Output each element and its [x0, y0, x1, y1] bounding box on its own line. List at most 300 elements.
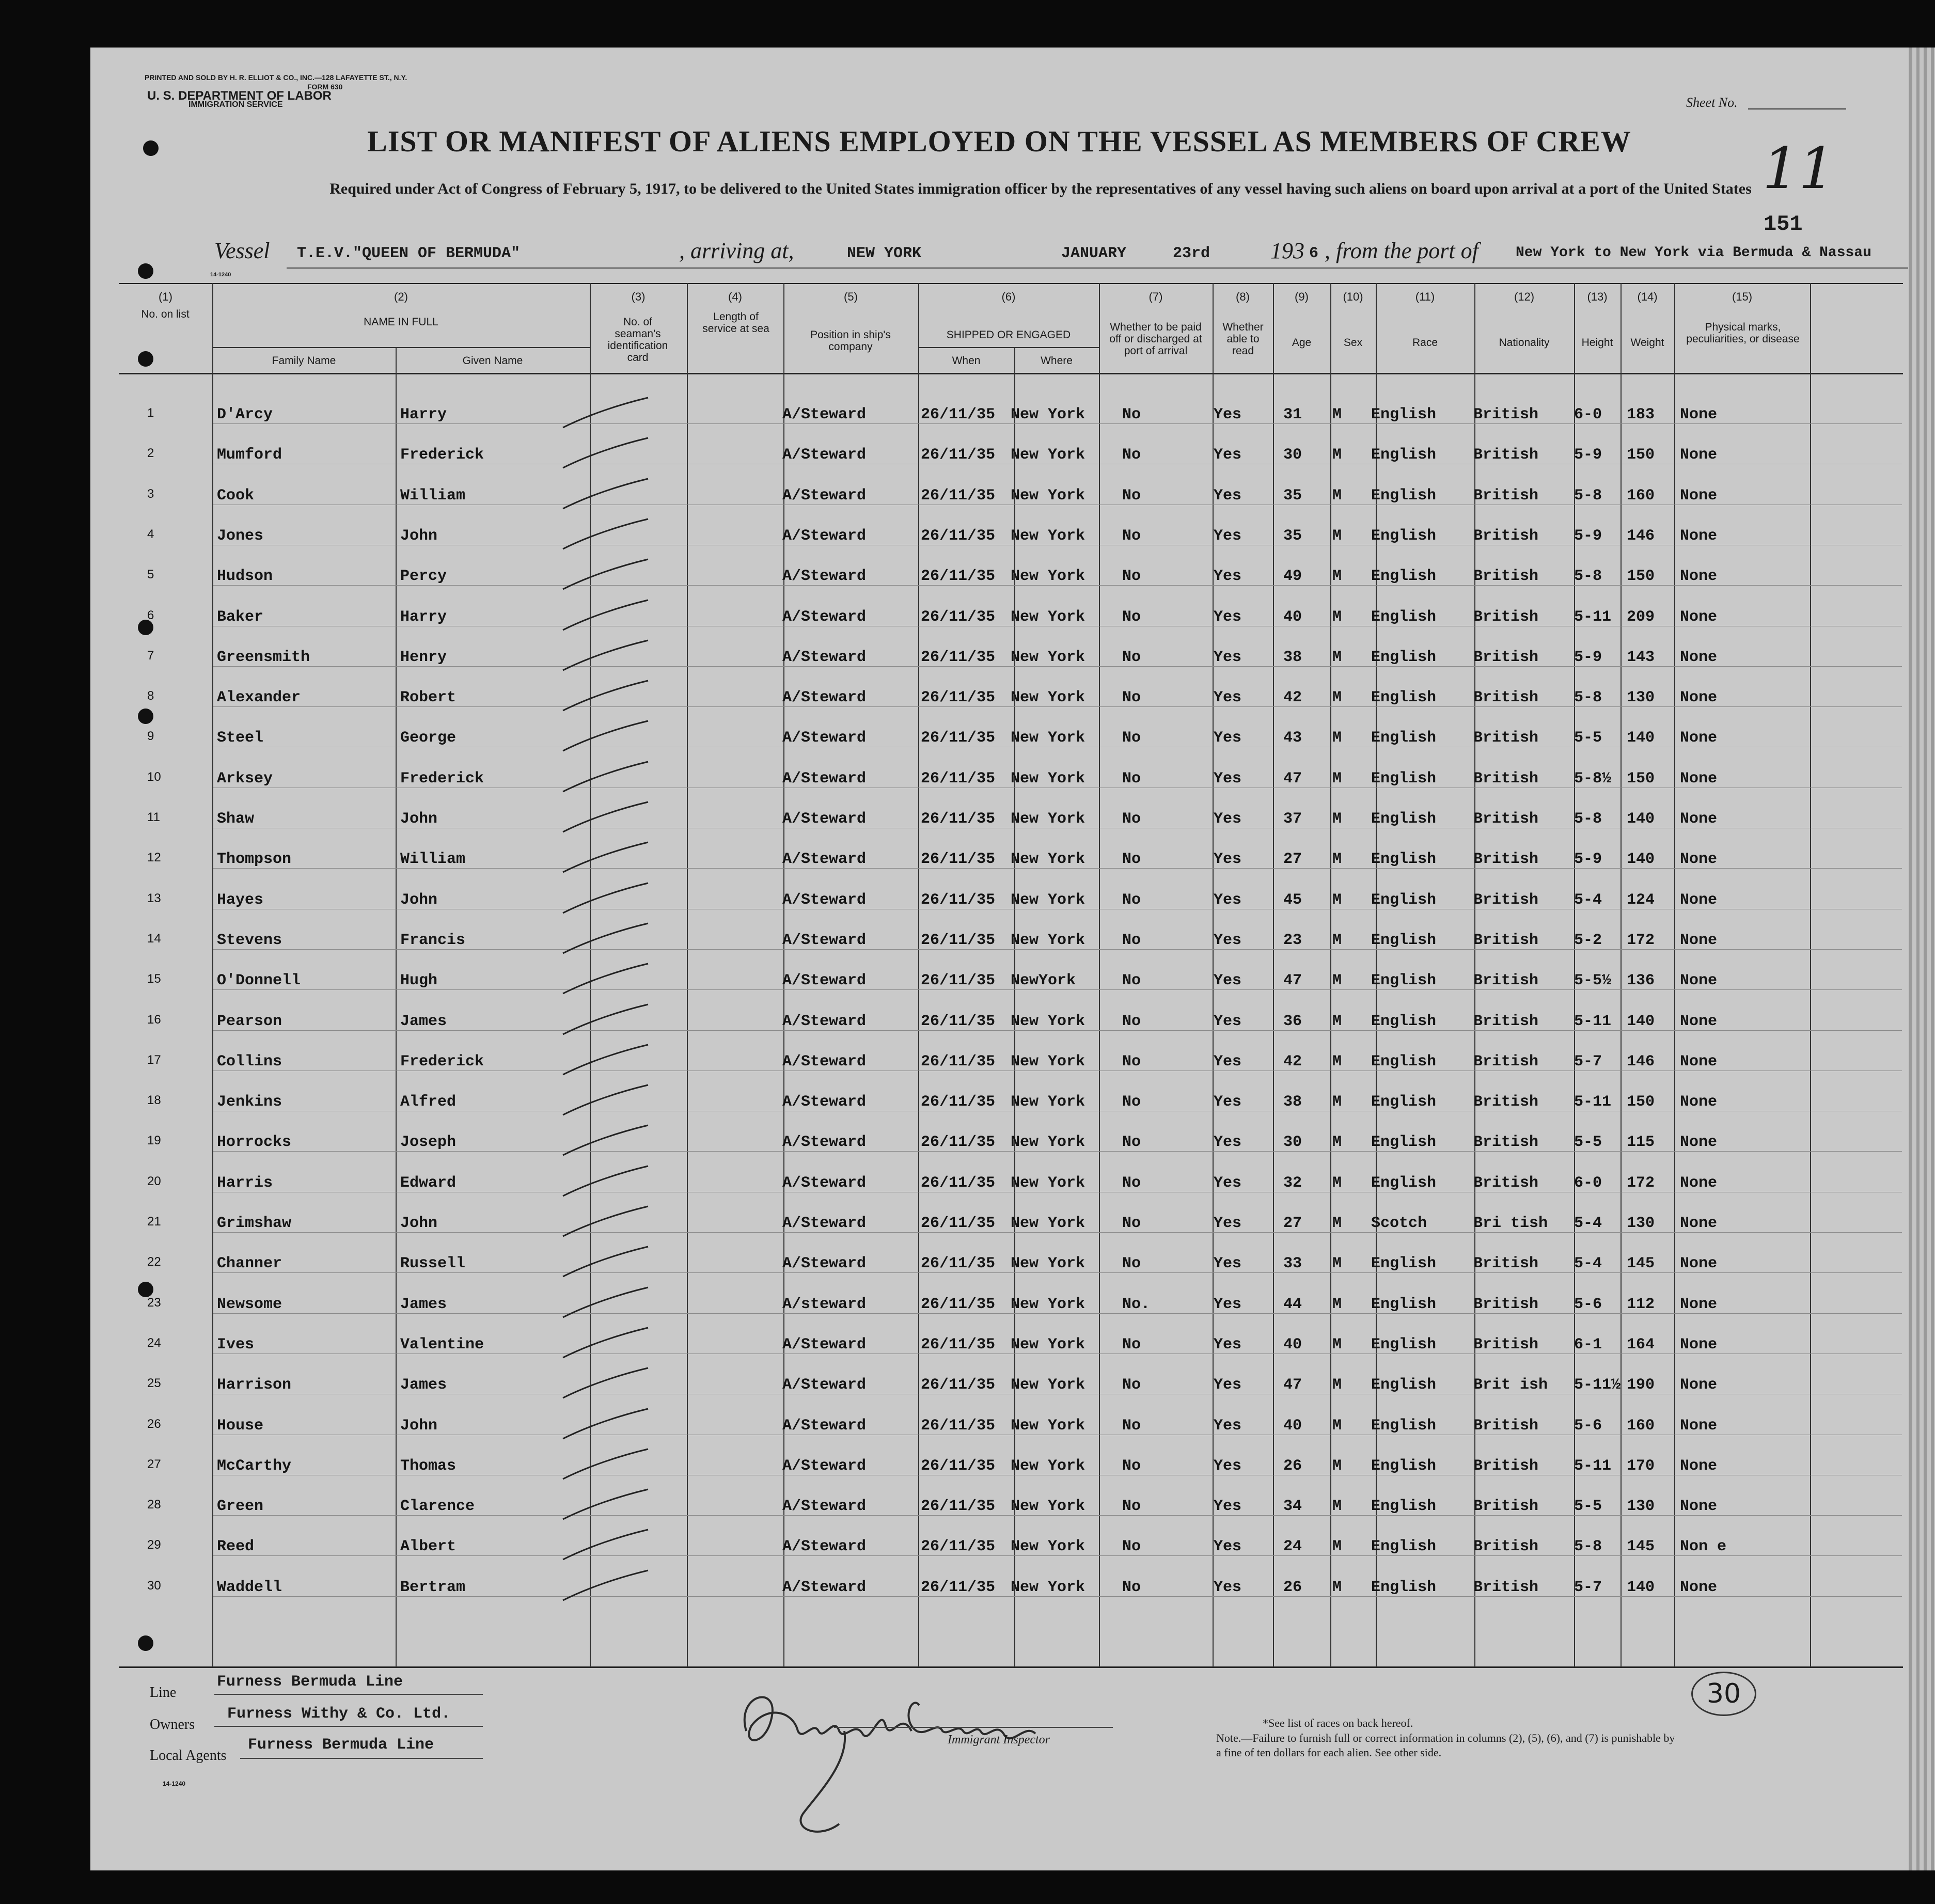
vessel-name: T.E.V."QUEEN OF BERMUDA" [297, 245, 521, 262]
race-cell: English [1371, 1376, 1437, 1394]
given-name-cell: Francis [400, 931, 466, 949]
height-cell: 6-0 [1574, 1174, 1602, 1192]
given-name-cell: Russell [400, 1255, 466, 1273]
table-row [90, 881, 1908, 921]
vessel-label: Vessel [214, 238, 270, 263]
shipped-when-cell: 26/11/35 [921, 1134, 996, 1152]
column-number: (13) [1587, 290, 1608, 303]
race-cell: English [1371, 608, 1437, 626]
race-cell: English [1371, 891, 1437, 909]
header-bottom-rule [119, 373, 1903, 374]
header-able-to-read: Whether able to read [1222, 321, 1264, 357]
row-number: 19 [147, 1134, 161, 1148]
shipped-when-cell: 26/11/35 [921, 851, 996, 869]
weight-cell: 146 [1627, 527, 1655, 545]
shipped-when-cell: 26/11/35 [921, 527, 996, 545]
given-name-cell: William [400, 486, 466, 505]
shipped-where-cell: New York [1011, 1174, 1086, 1192]
physical-marks-cell: None [1680, 1093, 1718, 1111]
age-cell: 30 [1283, 1134, 1302, 1152]
row-number: 11 [147, 810, 160, 824]
table-row [90, 477, 1908, 517]
physical-marks-cell: None [1680, 527, 1718, 545]
id-card-check-mark [553, 391, 656, 433]
given-name-cell: Clarence [400, 1498, 475, 1516]
header-weight: Weight [1630, 337, 1664, 349]
physical-marks-cell: None [1680, 608, 1718, 626]
nationality-cell: British [1473, 1093, 1539, 1111]
able-to-read-cell: Yes [1214, 648, 1242, 666]
position-cell: A/Steward [782, 1255, 867, 1273]
physical-marks-cell: None [1680, 1255, 1718, 1273]
shipped-where-cell: New York [1011, 810, 1086, 828]
row-number: 9 [147, 729, 154, 744]
weight-cell: 130 [1627, 689, 1655, 707]
sex-cell: M [1332, 891, 1342, 909]
position-cell: A/Steward [782, 1538, 867, 1556]
row-number: 7 [147, 648, 154, 663]
nationality-cell: British [1473, 568, 1539, 586]
weight-cell: 164 [1627, 1335, 1655, 1354]
paid-off-cell: No [1122, 608, 1141, 626]
age-cell: 43 [1283, 729, 1302, 747]
position-cell: A/Steward [782, 689, 867, 707]
arrival-date: JANUARY 23rd [1061, 245, 1210, 262]
nationality-cell: British [1473, 689, 1539, 707]
paid-off-cell: No. [1122, 1295, 1151, 1313]
age-cell: 35 [1283, 527, 1302, 545]
header-height: Height [1581, 337, 1613, 349]
sex-cell: M [1332, 406, 1342, 423]
shipped-when-cell: 26/11/35 [921, 1457, 996, 1475]
table-row [90, 1245, 1908, 1285]
line-underline [214, 1694, 483, 1695]
line-label: Line [150, 1685, 177, 1701]
height-cell: 5-9 [1574, 446, 1602, 464]
physical-marks-cell: None [1680, 972, 1718, 990]
shipped-where-cell: New York [1011, 608, 1086, 626]
position-cell: A/Steward [782, 486, 867, 505]
paid-off-cell: No [1122, 1255, 1141, 1273]
able-to-read-cell: Yes [1214, 1538, 1242, 1556]
table-row [90, 719, 1908, 759]
shipped-where-cell: New York [1011, 648, 1086, 666]
shipped-when-cell: 26/11/35 [921, 810, 996, 828]
nationality-cell: British [1473, 1578, 1539, 1596]
shipped-when-cell: 26/11/35 [921, 1376, 996, 1394]
sex-cell: M [1332, 769, 1342, 788]
table-bottom-rule [119, 1666, 1903, 1668]
owners-value: Furness Withy & Co. Ltd. [227, 1705, 451, 1723]
column-number: (4) [728, 290, 742, 303]
paid-off-cell: No [1122, 446, 1141, 464]
paid-off-cell: No [1122, 1457, 1141, 1475]
nationality-cell: British [1473, 1538, 1539, 1556]
height-cell: 5-9 [1574, 527, 1602, 545]
sex-cell: M [1332, 729, 1342, 747]
position-cell: A/Steward [782, 1215, 867, 1232]
shipped-where-cell: New York [1011, 1417, 1086, 1435]
able-to-read-cell: Yes [1214, 972, 1242, 990]
weight-cell: 112 [1627, 1295, 1655, 1313]
paid-off-cell: No [1122, 486, 1141, 505]
nationality-cell: Bri tish [1473, 1215, 1548, 1232]
position-cell: A/Steward [782, 608, 867, 626]
race-cell: English [1371, 1457, 1437, 1475]
table-row [90, 598, 1908, 638]
signature-line [834, 1727, 1113, 1728]
shipped-when-cell: 26/11/35 [921, 972, 996, 990]
position-cell: A/Steward [782, 810, 867, 828]
given-name-cell: Hugh [400, 972, 438, 990]
family-name-cell: Green [217, 1498, 264, 1516]
weight-cell: 172 [1627, 1174, 1655, 1192]
family-name-cell: Steel [217, 729, 264, 747]
row-number: 8 [147, 689, 154, 703]
race-cell: English [1371, 527, 1437, 545]
weight-cell: 140 [1627, 810, 1655, 828]
weight-cell: 130 [1627, 1498, 1655, 1516]
header-name-in-full: NAME IN FULL [364, 316, 438, 328]
shipped-where-cell: New York [1011, 1255, 1086, 1273]
height-cell: 5-9 [1574, 648, 1602, 666]
shipped-when-cell: 26/11/35 [921, 1012, 996, 1030]
physical-marks-cell: None [1680, 1498, 1718, 1516]
physical-marks-cell: None [1680, 1052, 1718, 1071]
height-cell: 6-0 [1574, 406, 1602, 423]
id-card-check-mark [553, 756, 656, 797]
able-to-read-cell: Yes [1214, 1174, 1242, 1192]
height-cell: 5-11 [1574, 608, 1612, 626]
weight-cell: 183 [1627, 406, 1655, 423]
paid-off-cell: No [1122, 1417, 1141, 1435]
paid-off-cell: No [1122, 1335, 1141, 1354]
paid-off-cell: No [1122, 527, 1141, 545]
id-card-check-mark [553, 634, 656, 675]
age-cell: 24 [1283, 1538, 1302, 1556]
id-card-check-mark [553, 1403, 656, 1444]
age-cell: 40 [1283, 1417, 1302, 1435]
given-name-cell: John [400, 810, 438, 828]
id-card-check-mark [553, 674, 656, 716]
age-cell: 36 [1283, 1012, 1302, 1030]
able-to-read-cell: Yes [1214, 446, 1242, 464]
nationality-cell: British [1473, 972, 1539, 990]
table-row [90, 1043, 1908, 1083]
header-no-on-list: No. on list [141, 308, 190, 320]
shipped-where-cell: New York [1011, 729, 1086, 747]
shipped-when-cell: 26/11/35 [921, 689, 996, 707]
sheet-number-handwritten: 11 [1763, 135, 1835, 201]
physical-marks-cell: None [1680, 1376, 1718, 1394]
shipped-where-cell: New York [1011, 568, 1086, 586]
physical-marks-cell: None [1680, 1174, 1718, 1192]
family-name-cell: Horrocks [217, 1134, 292, 1152]
sex-cell: M [1332, 648, 1342, 666]
physical-marks-cell: None [1680, 446, 1718, 464]
shipped-when-cell: 26/11/35 [921, 486, 996, 505]
table-row [90, 1326, 1908, 1366]
age-cell: 34 [1283, 1498, 1302, 1516]
age-cell: 27 [1283, 851, 1302, 869]
able-to-read-cell: Yes [1214, 891, 1242, 909]
column-number: (1) [159, 290, 172, 303]
height-cell: 5-5 [1574, 1498, 1602, 1516]
family-name-cell: O'Donnell [217, 972, 301, 990]
sex-cell: M [1332, 1335, 1342, 1354]
header-when: When [952, 355, 981, 367]
row-number: 25 [147, 1376, 161, 1391]
paid-off-cell: No [1122, 1215, 1141, 1232]
row-number: 24 [147, 1335, 161, 1350]
able-to-read-cell: Yes [1214, 1093, 1242, 1111]
id-card-check-mark [553, 1523, 656, 1565]
table-row [90, 1002, 1908, 1043]
physical-marks-cell: None [1680, 1295, 1718, 1313]
sex-cell: M [1332, 1457, 1342, 1475]
height-cell: 5-11 [1574, 1093, 1612, 1111]
race-cell: English [1371, 486, 1437, 505]
able-to-read-cell: Yes [1214, 1498, 1242, 1516]
race-cell: English [1371, 446, 1437, 464]
given-name-cell: James [400, 1376, 447, 1394]
column-number: (10) [1343, 290, 1363, 303]
height-cell: 5-8 [1574, 810, 1602, 828]
row-number: 27 [147, 1457, 161, 1471]
nationality-cell: British [1473, 1052, 1539, 1071]
height-cell: 5-8 [1574, 689, 1602, 707]
age-cell: 35 [1283, 486, 1302, 505]
given-name-cell: Bertram [400, 1578, 466, 1596]
sex-cell: M [1332, 1012, 1342, 1030]
able-to-read-cell: Yes [1214, 769, 1242, 788]
weight-cell: 160 [1627, 1417, 1655, 1435]
id-card-check-mark [553, 1038, 656, 1080]
nationality-cell: British [1473, 1012, 1539, 1030]
height-cell: 5-8 [1574, 1538, 1602, 1556]
id-card-check-mark [553, 715, 656, 756]
paid-off-cell: No [1122, 648, 1141, 666]
header-position: Position in ship's company [810, 329, 891, 353]
row-number: 21 [147, 1215, 161, 1229]
sex-cell: M [1332, 1578, 1342, 1596]
able-to-read-cell: Yes [1214, 1012, 1242, 1030]
sex-cell: M [1332, 689, 1342, 707]
height-cell: 5-7 [1574, 1578, 1602, 1596]
weight-cell: 115 [1627, 1134, 1655, 1152]
nationality-cell: British [1473, 1498, 1539, 1516]
inspector-label: Immigrant Inspector [948, 1733, 1050, 1746]
departure-port: New York to New York via Bermuda & Nassau [1516, 245, 1871, 261]
id-card-check-mark [553, 432, 656, 473]
age-cell: 26 [1283, 1578, 1302, 1596]
paid-off-cell: No [1122, 689, 1141, 707]
position-cell: A/Steward [782, 1578, 867, 1596]
column-number: (12) [1514, 290, 1535, 303]
physical-marks-cell: None [1680, 810, 1718, 828]
position-cell: A/Steward [782, 568, 867, 586]
nationality-cell: British [1473, 1457, 1539, 1475]
table-row [90, 1366, 1908, 1406]
row-number: 26 [147, 1417, 161, 1431]
able-to-read-cell: Yes [1214, 568, 1242, 586]
race-cell: English [1371, 1012, 1437, 1030]
physical-marks-cell: None [1680, 1417, 1718, 1435]
header-sex: Sex [1343, 337, 1363, 349]
weight-cell: 145 [1627, 1255, 1655, 1273]
header-length-service: Length of service at sea [702, 311, 769, 335]
age-cell: 30 [1283, 446, 1302, 464]
given-name-cell: James [400, 1012, 447, 1030]
race-cell: English [1371, 931, 1437, 949]
given-name-cell: John [400, 891, 438, 909]
position-cell: A/Steward [782, 406, 867, 423]
given-name-cell: Harry [400, 406, 447, 423]
sex-cell: M [1332, 972, 1342, 990]
family-name-cell: Hudson [217, 568, 273, 586]
sex-cell: M [1332, 1093, 1342, 1111]
local-agents-label: Local Agents [150, 1748, 227, 1764]
weight-cell: 136 [1627, 972, 1655, 990]
given-name-cell: James [400, 1295, 447, 1313]
family-name-cell: Mumford [217, 446, 282, 464]
shipped-where-cell: New York [1011, 1498, 1086, 1516]
weight-cell: 209 [1627, 608, 1655, 626]
family-name-cell: Arksey [217, 769, 273, 788]
given-name-cell: Albert [400, 1538, 457, 1556]
nationality-cell: British [1473, 891, 1539, 909]
physical-marks-cell: None [1680, 1457, 1718, 1475]
age-cell: 47 [1283, 1376, 1302, 1394]
id-card-check-mark [553, 1443, 656, 1484]
race-cell: English [1371, 729, 1437, 747]
height-cell: 5-8 [1574, 568, 1602, 586]
age-cell: 40 [1283, 1335, 1302, 1354]
printer-line: PRINTED AND SOLD BY H. R. ELLIOT & CO., INC.—128 LAFAYETTE ST., N.Y. [145, 73, 407, 82]
weight-cell: 160 [1627, 486, 1655, 505]
header-id-card: No. of seaman's identification card [607, 316, 668, 364]
given-name-cell: Valentine [400, 1335, 484, 1354]
family-name-cell: Alexander [217, 689, 301, 707]
shipped-where-cell: New York [1011, 1093, 1086, 1111]
position-cell: A/Steward [782, 1093, 867, 1111]
age-cell: 44 [1283, 1295, 1302, 1313]
nationality-cell: British [1473, 406, 1539, 423]
shipped-where-cell: New York [1011, 1457, 1086, 1475]
owners-underline [214, 1726, 483, 1727]
able-to-read-cell: Yes [1214, 527, 1242, 545]
race-cell: English [1371, 1174, 1437, 1192]
id-card-check-mark [553, 1200, 656, 1241]
age-cell: 45 [1283, 891, 1302, 909]
age-cell: 47 [1283, 972, 1302, 990]
family-name-cell: Jenkins [217, 1093, 282, 1111]
given-name-cell: Robert [400, 689, 457, 707]
height-cell: 6-1 [1574, 1335, 1602, 1354]
height-cell: 5-11½ [1574, 1376, 1621, 1394]
physical-marks-cell: None [1680, 648, 1718, 666]
given-name-cell: Thomas [400, 1457, 457, 1475]
year-suffix: 6 [1309, 245, 1319, 262]
row-number: 28 [147, 1498, 161, 1512]
sex-cell: M [1332, 1417, 1342, 1435]
age-cell: 26 [1283, 1457, 1302, 1475]
position-cell: A/Steward [782, 972, 867, 990]
race-cell: English [1371, 1335, 1437, 1354]
id-card-check-mark [553, 1564, 656, 1606]
local-agents-underline [240, 1758, 483, 1759]
vessel-underline [287, 267, 1908, 269]
nationality-cell: British [1473, 1255, 1539, 1273]
penalty-note: Note.—Failure to furnish full or correct information in columns (2), (5), (6), and (7) is punishable by a fine of ten dollars for each alien. See other side. [1216, 1732, 1675, 1759]
header-nationality: Nationality [1499, 337, 1550, 349]
sex-cell: M [1332, 446, 1342, 464]
row-number: 30 [147, 1578, 161, 1593]
total-count-circled: 30 [1691, 1672, 1756, 1716]
physical-marks-cell: None [1680, 851, 1718, 869]
position-cell: A/Steward [782, 1012, 867, 1030]
nationality-cell: British [1473, 729, 1539, 747]
row-number: 13 [147, 891, 161, 905]
sex-cell: M [1332, 1538, 1342, 1556]
row-number: 4 [147, 527, 154, 541]
race-cell: English [1371, 689, 1437, 707]
table-row [90, 1204, 1908, 1245]
able-to-read-cell: Yes [1214, 1376, 1242, 1394]
race-cell: English [1371, 1295, 1437, 1313]
owners-label: Owners [150, 1717, 195, 1733]
table-row [90, 1487, 1908, 1528]
shipped-when-cell: 26/11/35 [921, 1498, 996, 1516]
paid-off-cell: No [1122, 1376, 1141, 1394]
shipped-where-cell: New York [1011, 769, 1086, 788]
race-cell: English [1371, 972, 1437, 990]
nationality-cell: British [1473, 527, 1539, 545]
table-row [90, 1123, 1908, 1163]
shipped-where-cell: New York [1011, 931, 1086, 949]
shipped-where-cell: New York [1011, 486, 1086, 505]
race-cell: English [1371, 568, 1437, 586]
age-cell: 33 [1283, 1255, 1302, 1273]
able-to-read-cell: Yes [1214, 1215, 1242, 1232]
race-cell: English [1371, 810, 1437, 828]
nationality-cell: British [1473, 1295, 1539, 1313]
id-card-check-mark [553, 553, 656, 594]
physical-marks-cell: None [1680, 1578, 1718, 1596]
family-name-cell: House [217, 1417, 264, 1435]
header-family-name: Family Name [272, 355, 336, 367]
able-to-read-cell: Yes [1214, 1295, 1242, 1313]
age-cell: 42 [1283, 689, 1302, 707]
weight-cell: 150 [1627, 446, 1655, 464]
physical-marks-cell: None [1680, 486, 1718, 505]
height-cell: 5-7 [1574, 1052, 1602, 1071]
height-cell: 5-4 [1574, 1255, 1602, 1273]
id-card-check-mark [553, 1362, 656, 1403]
position-cell: A/Steward [782, 1376, 867, 1394]
given-name-cell: Joseph [400, 1134, 457, 1152]
row-number: 14 [147, 931, 161, 946]
given-name-cell: Edward [400, 1174, 457, 1192]
shipped-when-cell: 26/11/35 [921, 406, 996, 423]
table-row [90, 638, 1908, 679]
nationality-cell: British [1473, 769, 1539, 788]
height-cell: 5-11 [1574, 1457, 1612, 1475]
age-cell: 40 [1283, 608, 1302, 626]
height-cell: 5-4 [1574, 891, 1602, 909]
height-cell: 5-5 [1574, 729, 1602, 747]
shipped-where-cell: New York [1011, 1295, 1086, 1313]
